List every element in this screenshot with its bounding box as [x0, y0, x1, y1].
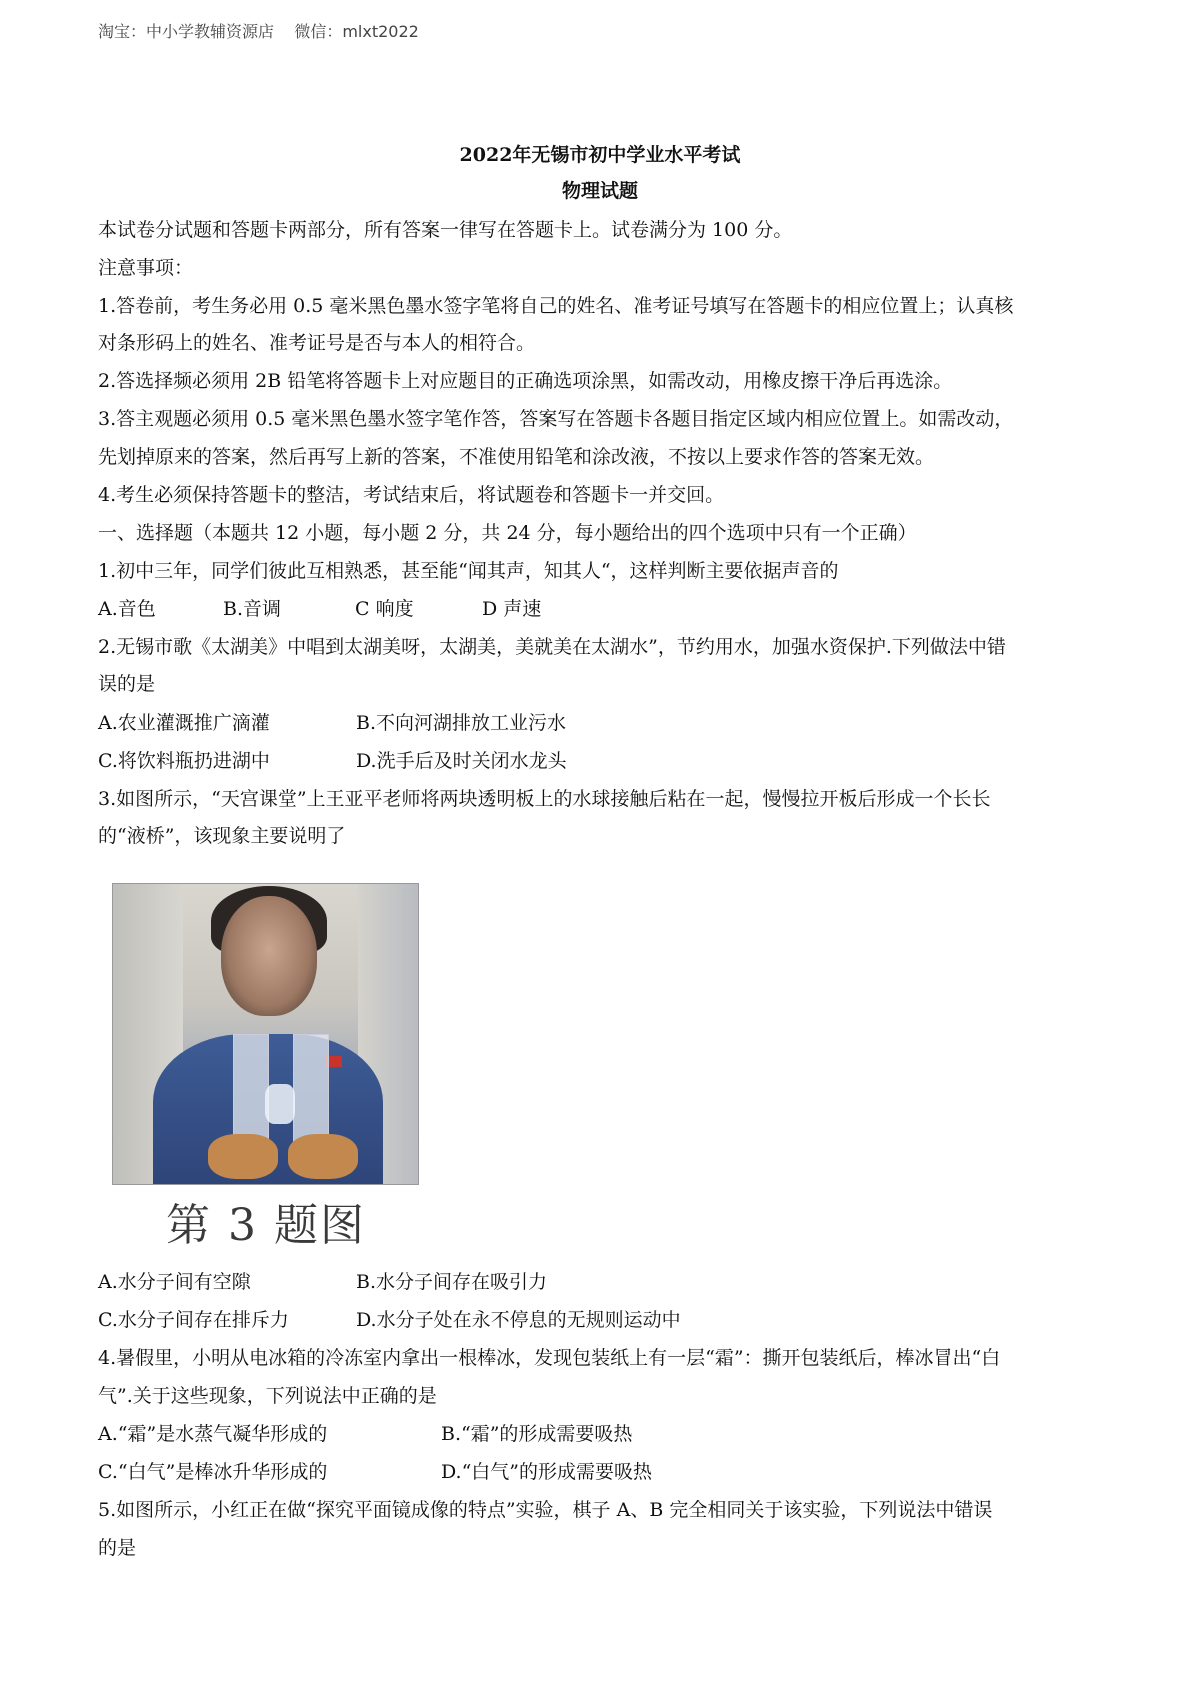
question-3-stem-cont: 的“液桥”，该现象主要说明了: [98, 825, 346, 847]
note-line: 先划掉原来的答案，然后再写上新的答案，不准使用铅笔和涂改液，不按以上要求作答的答案无效。: [98, 446, 935, 468]
q3-option-a: A.水分子间有空隙: [98, 1271, 251, 1293]
q2-option-b: B.不向河湖排放工业污水: [356, 712, 567, 734]
q1-option-d: D 声速: [482, 598, 542, 620]
question-5-stem-cont: 的是: [98, 1537, 137, 1559]
q2-option-d: D.洗手后及时关闭水龙头: [356, 750, 567, 772]
exam-title: 2022年无锡市初中学业水平考试: [459, 144, 741, 166]
question-4-stem: 4.暑假里，小明从电冰箱的冷冻室内拿出一根棒冰，发现包装纸上有一层“霜”：撕开包装纸后，棒冰冒出“白: [98, 1347, 1001, 1369]
question-3-figure: [100, 873, 432, 1255]
note-line: 1.答卷前，考生务必用 0.5 毫米黑色墨水签字笔将自己的姓名、准考证号填写在答题卡的相应位置上；认真核: [98, 295, 1014, 317]
q4-option-c: C.“白气”是棒冰升华形成的: [98, 1461, 328, 1483]
note-line: 2.答选择频必须用 2B 铅笔将答题卡上对应题目的正确选项涂黑，如需改动，用橡皮擦干净后再选涂。: [98, 370, 953, 392]
q3-option-d: D.水分子处在永不停息的无规则运动中: [356, 1309, 681, 1331]
section-heading: 一、选择题（本题共 12 小题，每小题 2 分，共 24 分，每小题给出的四个选项中只有一个正确）: [98, 522, 917, 544]
q4-option-a: A.“霜”是水蒸气凝华形成的: [98, 1423, 328, 1445]
question-2-stem: 2.无锡市歌《太湖美》中唱到太湖美呀，太湖美，美就美在太湖水”，节约用水，加强水资保护.下列做法中错: [98, 636, 1006, 658]
notes-heading: 注意事项：: [98, 257, 194, 279]
exam-subtitle: 物理试题: [561, 180, 638, 202]
note-line: 3.答主观题必须用 0.5 毫米黑色墨水签字笔作答，答案写在答题卡各题目指定区域内相应位置上。如需改动，: [98, 408, 1014, 430]
question-5-stem: 5.如图所示，小红正在做“探究平面镜成像的特点”实验，棋子 A、B 完全相同关于该实验，下列说法中错误: [98, 1499, 993, 1521]
q2-option-c: C.将饮料瓶扔进湖中: [98, 750, 270, 772]
question-1-stem: 1.初中三年，同学们彼此互相熟悉，甚至能“闻其声，知其人“，这样判断主要依据声音的: [98, 560, 839, 582]
q1-option-b: B.音调: [223, 598, 282, 620]
q4-option-d: D.“白气”的形成需要吸热: [441, 1461, 653, 1483]
q1-option-c: C 响度: [355, 598, 414, 620]
question-3-stem: 3.如图所示，“天宫课堂”上王亚平老师将两块透明板上的水球接触后粘在一起，慢慢拉开板后形成一个长长: [98, 788, 991, 810]
q3-option-b: B.水分子间存在吸引力: [356, 1271, 548, 1293]
note-line: 4.考生必须保持答题卡的整洁，考试结束后，将试题卷和答题卡一并交回。: [98, 484, 725, 506]
liquid-bridge-photo: [112, 883, 419, 1185]
q3-option-c: C.水分子间存在排斥力: [98, 1309, 289, 1331]
q4-option-b: B.“霜”的形成需要吸热: [441, 1423, 633, 1445]
intro-text: 本试卷分试题和答题卡两部分，所有答案一律写在答题卡上。试卷满分为 100 分。: [98, 219, 793, 241]
question-4-stem-cont: 气”.关于这些现象，下列说法中正确的是: [98, 1385, 437, 1407]
question-2-stem-cont: 误的是: [98, 673, 156, 695]
watermark: 淘宝：中小学教辅资源店 微信：mlxt2022: [98, 22, 419, 41]
q1-option-a: A.音色: [98, 598, 156, 620]
figure-caption: 第 3 题图: [166, 1200, 366, 1251]
q2-option-a: A.农业灌溉推广滴灌: [98, 712, 270, 734]
note-line: 对条形码上的姓名、准考证号是否与本人的相符合。: [98, 332, 536, 354]
